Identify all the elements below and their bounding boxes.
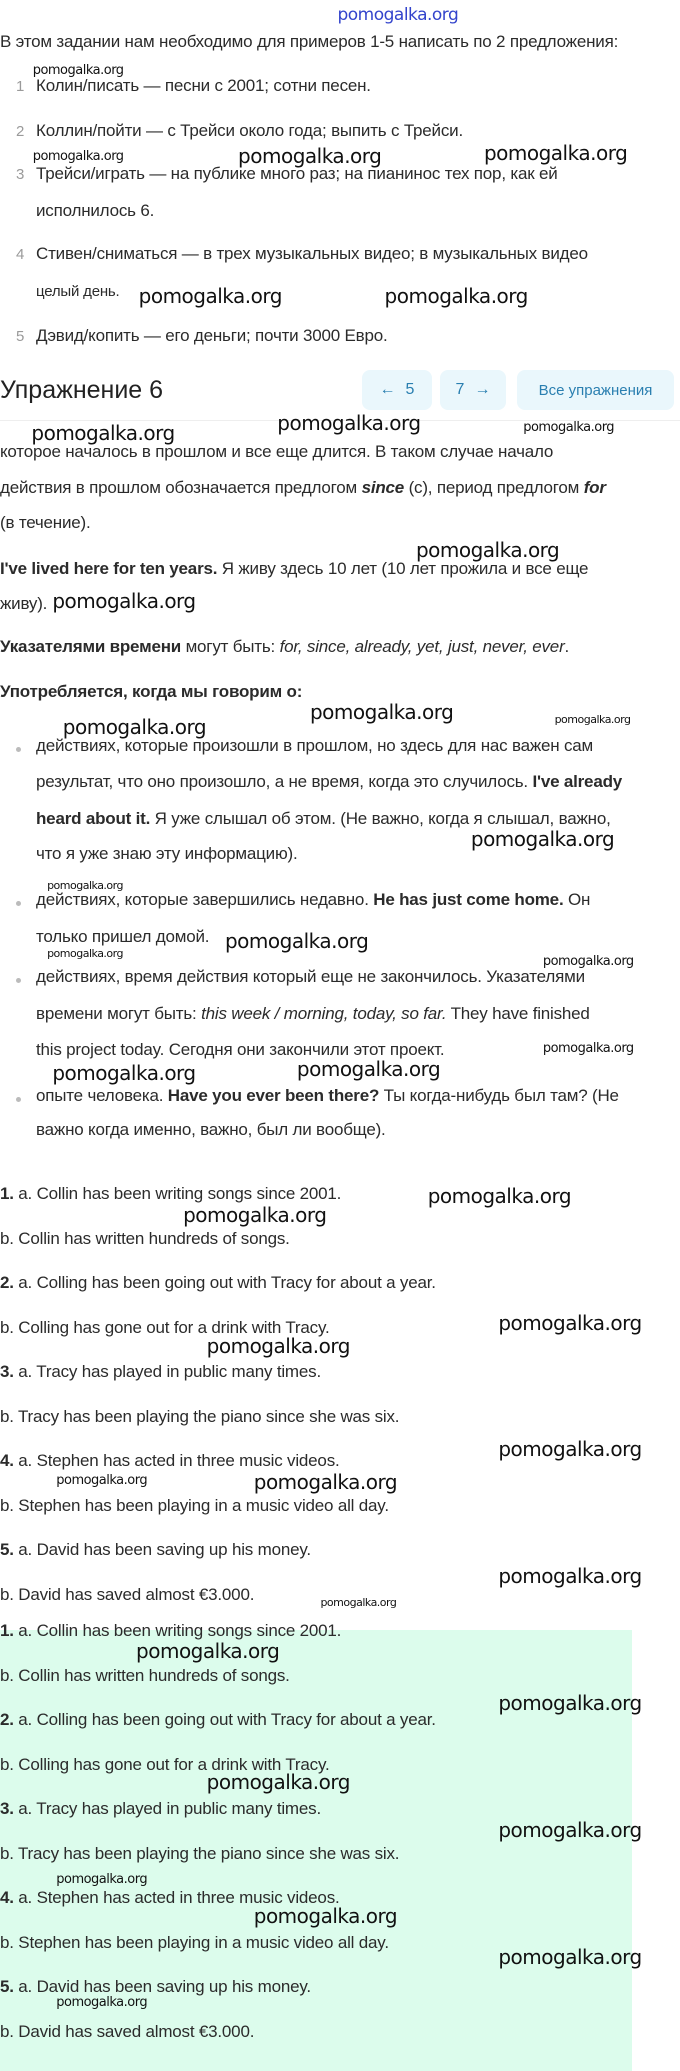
answer-line-highlighted [0,2022,254,2042]
watermark: pomogalka.org [415,537,560,562]
all-exercises-button[interactable] [517,370,674,410]
answer-text: b. Stephen has been playing in a music video all day. [0,1932,389,1952]
answer-text: a. David has been saving up his money. [13,1977,311,1996]
example-en: He has just come home. [373,890,564,909]
answer-text: a. Tracy has played in public many times. [13,1799,321,1818]
theory-text: (в течение). [0,513,91,532]
example-en: I've lived here for ten years. [0,559,218,578]
usage-item [36,1086,619,1106]
answer-number: 5. [0,1540,14,1559]
answer-text: b. Collin has written hundreds of songs. [0,1665,290,1685]
watermark: pomogalka.org [427,1183,572,1208]
watermark: pomogalka.org [52,588,196,613]
usage-item: только пришел домой. [36,927,210,946]
watermark: pomogalka.org [206,1769,350,1794]
usage-heading: Употребляется, когда мы говорим о: [0,682,303,701]
watermark: pomogalka.org [224,928,369,953]
answer-line-highlighted [0,1933,389,1953]
watermark: pomogalka.org [32,149,124,165]
watermark: pomogalka.org [32,62,124,78]
answer-line [0,1585,254,1605]
answer-line [0,1273,436,1293]
text: Я уже слышал об этом. (Не важно, когда я слышал, важно, [150,809,611,828]
example [0,559,588,579]
bullet-icon [16,747,21,752]
answer-line [0,1540,311,1560]
task-number: 2 [16,123,25,140]
text: Он [563,890,591,909]
watermark: pomogalka.org [56,1871,148,1887]
answer-number: 4. [0,1451,14,1470]
answer-number: 4. [0,1888,14,1907]
watermark: pomogalka.org [498,1310,642,1335]
watermark: pomogalka.org [52,1060,196,1085]
watermark: pomogalka.org [554,712,631,726]
usage-item [36,772,622,792]
task-item-cont: исполнилось 6. [36,201,155,220]
answer-number: 3. [0,1799,14,1818]
task-item: Дэвид/копить — его деньги; почти 3000 Евро. [36,326,388,345]
watermark: pomogalka.org [62,715,207,740]
answer-line [0,1451,340,1471]
task-number: 1 [16,78,25,95]
prev-label: 5 [405,381,415,398]
watermark: pomogalka.org [498,1944,642,1969]
watermark: pomogalka.org [320,1595,397,1609]
answer-text: b. Collin has written hundreds of songs. [0,1228,290,1248]
answer-number: 2. [0,1273,14,1292]
answer-text: a. Collin has been writing songs since 2001. [13,1184,342,1203]
task-number: 3 [16,166,25,183]
answer-line-highlighted [0,1844,399,1864]
watermark: pomogalka.org [238,143,382,168]
usage-item: действиях, время действия который еще не закончилось. Указателями [36,967,585,986]
page-title: Упражнение 6 [0,376,164,404]
theory-text: которое началось в прошлом и все еще длится. В таком случае начало [0,442,554,461]
answer-text: a. Colling has been going out with Tracy for about a year. [13,1710,436,1729]
text: действия в прошлом обозначается предлогом [0,478,362,497]
usage-item: важно когда именно, важно, был ли вообще). [36,1120,386,1139]
watermark: pomogalka.org [253,1904,398,1929]
answer-number: 5. [0,1977,14,1996]
text: результат, что оно произошло, а не время, когда это случилось. [36,772,533,791]
answer-number: 1. [0,1184,14,1203]
usage-item: действиях, которые произошли в прошлом, но здесь для нас важен сам [36,736,594,755]
text: Ты когда-нибудь был там? (Не [379,1086,619,1105]
prev-exercise-button[interactable] [362,370,432,410]
watermark: pomogalka.org [56,1994,148,2010]
all-label: Все упражнения [538,381,653,399]
watermark: pomogalka.org [47,878,123,892]
theory-text [0,478,606,498]
markers-label: Указателями времени [0,637,182,656]
watermark: pomogalka.org [138,283,282,308]
watermark: pomogalka.org [47,946,123,960]
task-number: 4 [16,246,25,263]
text: They have finished [446,1004,590,1023]
answer-text: b. Colling has gone out for a drink with Tracy. [0,1754,330,1774]
text: действиях, которые завершились недавно. [36,890,374,909]
answer-number: 3. [0,1362,14,1381]
arrow-right-icon: → [474,381,491,398]
watermark: pomogalka.org [136,1638,280,1663]
answer-line [0,1496,389,1516]
task-intro: В этом задании нам необходимо для примеров 1-5 написать по 2 предложения: [0,32,619,51]
bullet-icon [16,978,21,983]
task-item: Трейси/играть — на публике много раз; на пианинос тех пор, как ей [36,164,558,183]
task-item-cont: целый день. [36,283,120,300]
watermark: pomogalka.org [384,283,528,308]
watermark: pomogalka.org [542,953,634,969]
usage-item: this project today. Сегодня они закончили этот проект. [36,1040,445,1059]
markers-list: for, since, already, yet, just, never, ever [279,637,565,656]
text: могут быть: [181,637,280,656]
example-en: I've already [532,772,623,791]
watermark: pomogalka.org [542,1041,634,1057]
answer-line-highlighted [0,1666,290,1686]
answer-text: b. David has saved almost €3.000. [0,1584,255,1604]
answer-text: b. Tracy has been playing the piano since she was six. [0,1406,400,1426]
answer-text: a. Stephen has acted in three music videos. [13,1888,340,1907]
time-markers: Указателями времени могут быть: for, since, already, yet, just, never, ever. [0,637,570,656]
watermark: pomogalka.org [277,410,421,435]
watermark: pomogalka.org [183,1203,327,1228]
answer-number: 2. [0,1710,14,1729]
usage-item: что я уже знаю эту информацию). [36,844,298,863]
text: (с), период предлогом [404,478,584,497]
arrow-left-icon: ← [379,381,396,398]
keyword-for: for [583,478,606,497]
watermark: pomogalka.org [498,1564,642,1589]
answer-text: b. Stephen has been playing in a music video all day. [0,1495,389,1515]
answer-text: a. Stephen has acted in three music videos. [13,1451,340,1470]
watermark: pomogalka.org [498,1691,642,1716]
watermark: pomogalka.org [56,1472,148,1488]
answer-line-highlighted [0,1799,321,1819]
task-item: Коллин/пойти — с Трейси около года; выпить с Трейси. [36,121,463,140]
watermark: pomogalka.org [309,699,454,724]
answer-line-highlighted [0,1710,436,1730]
answer-text: a. David has been saving up his money. [13,1540,311,1559]
next-label: 7 [455,381,465,398]
example-cont: живу). [0,594,48,613]
usage-item [36,1004,590,1024]
text: времени могут быть: [36,1004,202,1023]
answer-number: 1. [0,1621,14,1640]
watermark: pomogalka.org [296,1056,441,1081]
watermark: pomogalka.org [470,826,615,851]
task-item: Колин/писать — песни с 2001; сотни песен. [36,76,371,95]
watermark: pomogalka.org [523,419,615,435]
markers: this week / morning, today, so far. [201,1004,447,1023]
bullet-icon [16,901,21,906]
answer-text: a. Tracy has played in public many times. [13,1362,321,1381]
answer-line [0,1407,399,1427]
answer-text: b. Tracy has been playing the piano since she was six. [0,1843,400,1863]
task-number: 5 [16,328,25,345]
next-exercise-button[interactable] [440,370,506,410]
answer-text: b. Colling has gone out for a drink with Tracy. [0,1317,330,1337]
keyword-since: since [361,478,405,497]
answer-text: a. Collin has been writing songs since 2001. [13,1621,342,1640]
usage-item [36,890,590,910]
bullet-icon [16,1097,21,1102]
example-en: Have you ever been there? [167,1086,380,1105]
watermark: pomogalka.org [483,141,628,166]
watermark: pomogalka.org [31,421,175,446]
example-ru: Я живу здесь 10 лет (10 лет прожила и все еще [217,559,589,578]
watermark: pomogalka.org [253,1470,398,1495]
answer-line-highlighted [0,1977,311,1997]
answer-text: b. David has saved almost €3.000. [0,2021,255,2041]
answer-line [0,1362,321,1382]
watermark: pomogalka.org [206,1334,350,1359]
answer-line [0,1229,290,1249]
text: опыте человека. [36,1086,168,1105]
task-item: Стивен/сниматься — в трех музыкальных видео; в музыкальных видео [36,244,588,263]
example-en: heard about it. [36,809,151,828]
watermark: pomogalka.org [498,1818,642,1843]
answer-line [0,1184,341,1204]
watermark: pomogalka.org [498,1437,642,1462]
answer-text: a. Colling has been going out with Tracy for about a year. [13,1273,436,1292]
watermark: pomogalka.org [337,5,459,26]
